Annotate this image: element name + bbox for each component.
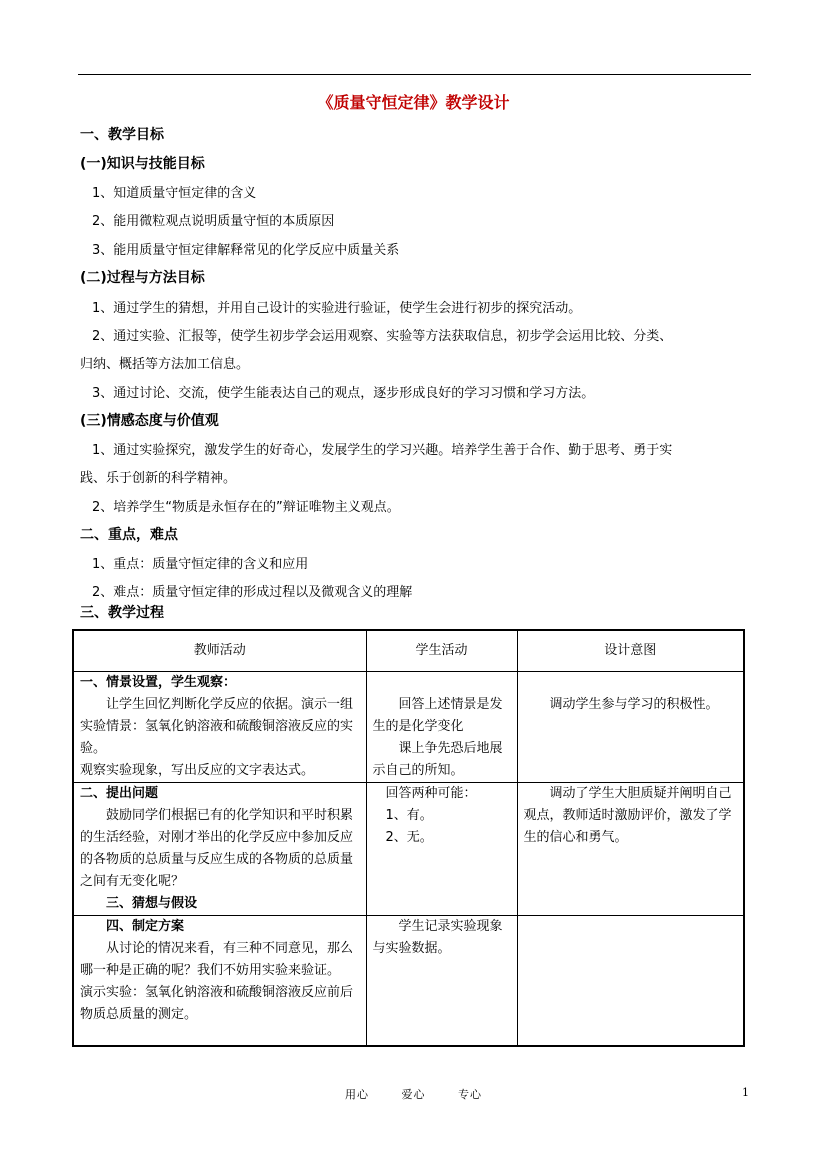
subheading-process: (二)过程与方法目标: [80, 270, 205, 286]
page-footer: [0, 1086, 827, 1102]
cell-heading: 三、猜想与假设: [106, 896, 198, 911]
teacher-activity-cell: [73, 783, 366, 916]
list-item: 2、通过实验、汇报等，使学生初步学会运用观察、实验等方法获取信息，初步学会运用比较、分类、: [92, 329, 673, 344]
list-item: 2、难点：质量守恒定律的形成过程以及微观含义的理解: [92, 585, 413, 600]
cell-text: 观察实验现象，写出反应的文字表达式。: [80, 763, 315, 778]
design-intent-cell: [517, 916, 744, 1046]
column-header-intent: 设计意图: [517, 630, 744, 672]
section-heading-objectives: 一、教学目标: [80, 127, 164, 143]
table-header-row: [73, 630, 744, 672]
list-item: 3、通过讨论、交流，使学生能表达自己的观点，逐步形成良好的学习习惯和学习方法。: [92, 386, 595, 401]
teacher-activity-cell: [73, 672, 366, 783]
list-item: 2、能用微粒观点说明质量守恒的本质原因: [92, 214, 335, 229]
list-item-continued: 践、乐于创新的科学精神。: [80, 471, 237, 486]
table-row: [73, 916, 744, 1046]
subheading-knowledge: (一)知识与技能目标: [80, 156, 205, 172]
footer-item: 专心: [458, 1088, 482, 1101]
design-intent-cell: [517, 672, 744, 783]
design-intent-cell: [517, 783, 744, 916]
footer-item: 爱心: [401, 1088, 426, 1101]
list-item: 3、能用质量守恒定律解释常见的化学反应中质量关系: [92, 243, 400, 258]
cell-text: 课上争先恐后地展示自己的所知。: [372, 741, 503, 778]
table-row: [73, 783, 744, 916]
cell-text: 从讨论的情况来看，有三种不同意见，那么哪一种是正确的呢？我们不妨用实验来验证。: [80, 941, 354, 978]
table-row: [73, 672, 744, 783]
cell-text: 1、有。: [385, 808, 433, 823]
list-item: 1、通过实验探究，激发学生的好奇心，发展学生的学习兴趣。培养学生善于合作、勤于思考、勇于实: [92, 443, 673, 458]
section-heading-process: 三、教学过程: [80, 605, 164, 621]
list-item: 1、知道质量守恒定律的含义: [92, 186, 257, 201]
cell-text: 回答上述情景是发生的是化学变化: [372, 697, 503, 734]
student-activity-cell: [366, 916, 517, 1046]
section-heading-focus: 二、重点，难点: [80, 527, 178, 543]
cell-text: 2、无。: [385, 830, 433, 845]
footer-item: 用心: [345, 1088, 369, 1101]
list-item-continued: 归纳、概括等方法加工信息。: [80, 357, 250, 372]
list-item: 1、重点：质量守恒定律的含义和应用: [92, 557, 309, 572]
list-item: 1、通过学生的猜想，并用自己设计的实验进行验证，使学生会进行初步的探究活动。: [92, 301, 582, 316]
list-item: 2、培养学生“物质是永恒存在的”辩证唯物主义观点。: [92, 500, 400, 515]
teacher-activity-cell: [73, 916, 366, 1046]
column-header-teacher: 教师活动: [73, 630, 366, 672]
cell-text: 调动了学生大胆质疑并阐明自己观点，教师适时激励评价，激发了学生的信心和勇气。: [523, 786, 732, 845]
lesson-table: [72, 629, 745, 1047]
cell-text: 调动学生参与学习的积极性。: [549, 697, 719, 712]
header-rule: [78, 74, 751, 75]
cell-heading: 四、制定方案: [106, 919, 185, 934]
cell-heading: 一、情景设置，学生观察：: [80, 675, 237, 690]
cell-text: 回答两种可能：: [385, 786, 477, 801]
student-activity-cell: [366, 783, 517, 916]
cell-text: 让学生回忆判断化学反应的依据。演示一组实验情景：氢氧化钠溶液和硫酸铜溶液反应的实验。: [80, 697, 354, 756]
column-header-student: 学生活动: [366, 630, 517, 672]
cell-text: 演示实验：氢氧化钠溶液和硫酸铜溶液反应前后物质总质量的测定。: [80, 985, 354, 1022]
subheading-attitude: (三)情感态度与价值观: [80, 413, 219, 429]
cell-text: 学生记录实验现象与实验数据。: [372, 919, 503, 956]
student-activity-cell: [366, 672, 517, 783]
document-title: 《质量守恒定律》教学设计: [317, 93, 510, 112]
page-number: 1: [742, 1086, 749, 1099]
cell-text: 鼓励同学们根据已有的化学知识和平时积累的生活经验，对刚才举出的化学反应中参加反应的各物质的总质量与反应生成的各物质的总质量之间有无变化呢？: [80, 808, 354, 889]
cell-heading: 二、提出问题: [80, 786, 159, 801]
